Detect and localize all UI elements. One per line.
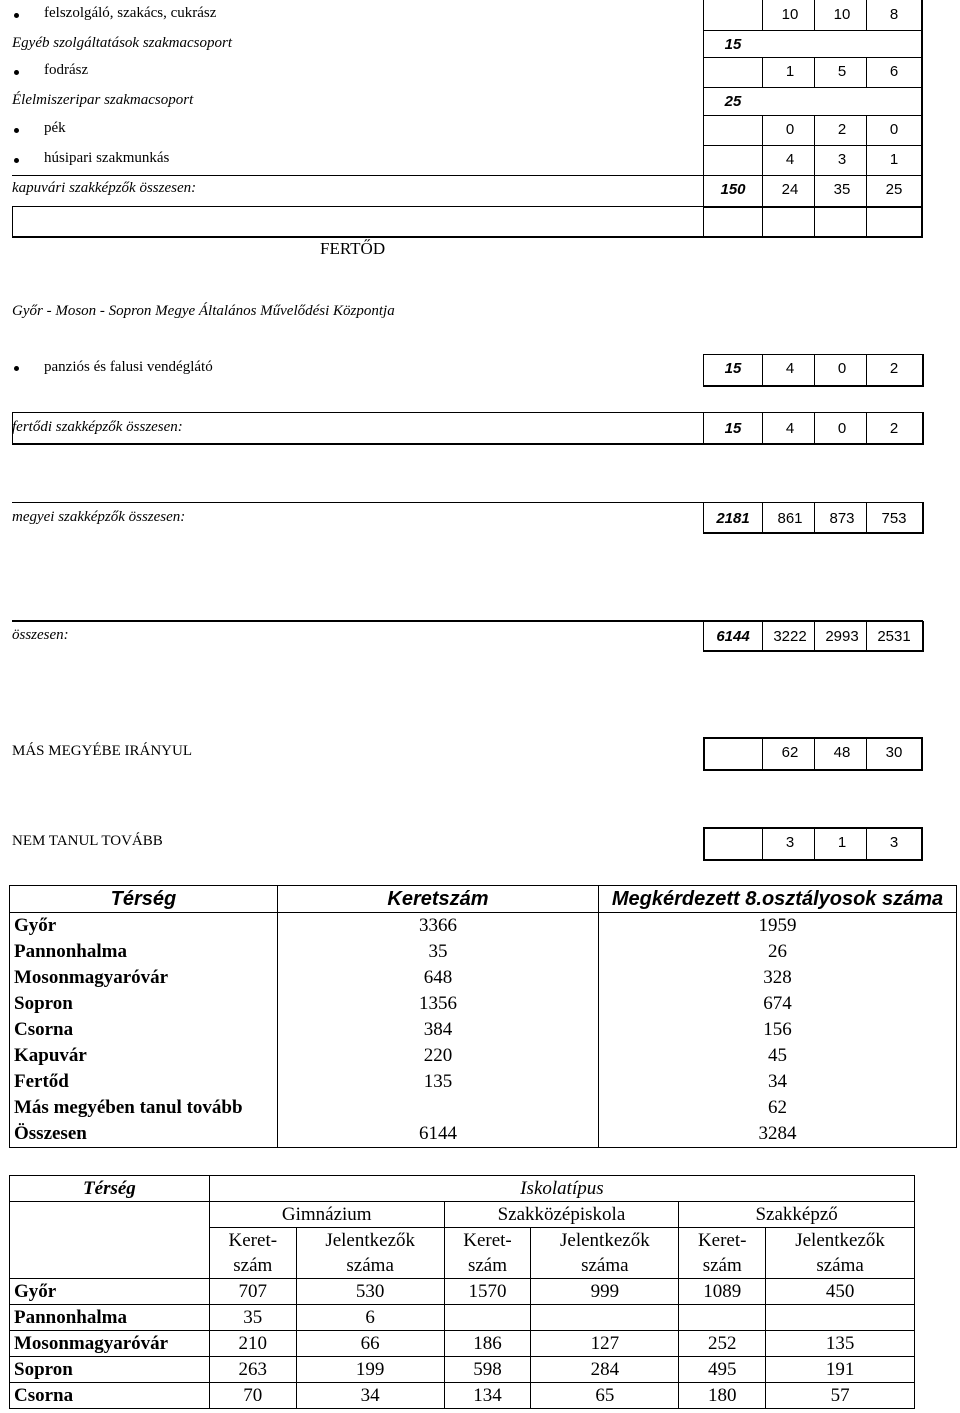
row-value: 6144 xyxy=(716,628,750,645)
region-name: Fertőd xyxy=(10,1069,278,1095)
row-value: 10 xyxy=(833,6,851,23)
cell-value: 199 xyxy=(296,1357,444,1383)
keretszam-value: 220 xyxy=(277,1043,598,1069)
row-value: 3 xyxy=(889,834,899,851)
megkerdezett-value: 1959 xyxy=(599,913,957,940)
grid-line xyxy=(762,0,763,30)
header-iskolatipus: Iskolatípus xyxy=(209,1176,914,1202)
grid-line xyxy=(921,0,923,237)
grid-line xyxy=(866,354,867,385)
row-value: 3222 xyxy=(773,628,807,645)
iskolatipus-table-row xyxy=(10,1383,915,1409)
grid-line xyxy=(703,87,923,88)
grid-line xyxy=(866,502,867,534)
cell-value xyxy=(531,1305,679,1331)
header-tersег: Térség xyxy=(10,886,278,913)
grid-line xyxy=(12,206,704,207)
row-value: 25 xyxy=(724,93,742,110)
cell-value: 34 xyxy=(296,1383,444,1409)
row-value: 2531 xyxy=(877,628,911,645)
megkerdezett-value: 34 xyxy=(599,1069,957,1095)
grid-line xyxy=(866,412,867,443)
row-label: MÁS MEGYÉBE IRÁNYUL xyxy=(12,743,192,759)
row-value: 2993 xyxy=(825,628,859,645)
cell-value: 530 xyxy=(296,1279,444,1305)
sub-header-row-top xyxy=(10,1228,915,1254)
bullet-icon xyxy=(14,366,19,371)
cell-value: 6 xyxy=(296,1305,444,1331)
grid-line xyxy=(814,412,815,443)
grid-line xyxy=(762,57,763,87)
row-value: 150 xyxy=(720,181,746,198)
grid-line xyxy=(703,0,704,237)
megkerdezett-value: 62 xyxy=(599,1095,957,1121)
sub-header: száma xyxy=(531,1253,679,1279)
grid-line xyxy=(814,115,815,237)
row-value: 25 xyxy=(885,181,903,198)
sub-header: Jelentkezők xyxy=(296,1228,444,1254)
grid-line xyxy=(762,354,763,385)
grid-line xyxy=(866,0,867,30)
row-label: Egyéb szolgáltatások szakmacsoport xyxy=(12,35,232,51)
row-label: NEM TANUL TOVÁBB xyxy=(12,833,163,849)
keretszam-table xyxy=(9,885,957,1148)
keretszam-value: 648 xyxy=(277,965,598,991)
grid-line xyxy=(814,57,815,87)
cell-value xyxy=(444,1305,531,1331)
nem-tanul-box xyxy=(703,827,923,861)
keretszam-table-row xyxy=(10,1069,957,1095)
grid-line xyxy=(866,57,867,87)
grid-line xyxy=(762,827,763,860)
row-value: 0 xyxy=(785,121,795,138)
row-value: 0 xyxy=(889,121,899,138)
row-value: 4 xyxy=(785,420,795,437)
type-gimnazium: Gimnázium xyxy=(209,1202,444,1228)
cell-value: 65 xyxy=(531,1383,679,1409)
region-name: Sopron xyxy=(10,1357,210,1383)
row-value: 753 xyxy=(881,510,907,527)
cell-value: 134 xyxy=(444,1383,531,1409)
row-value: 2 xyxy=(889,360,899,377)
row-value: 24 xyxy=(781,181,799,198)
row-label: összesen: xyxy=(12,627,69,643)
sub-header: Jelentkezők xyxy=(531,1228,679,1254)
school-type-row xyxy=(10,1202,915,1228)
cell-value: 70 xyxy=(209,1383,296,1409)
grid-line xyxy=(762,502,763,534)
header-megkerdezett: Megkérdezett 8.osztályosok száma xyxy=(599,886,957,913)
mas-megye-box xyxy=(703,737,923,771)
region-name: Kapuvár xyxy=(10,1043,278,1069)
cell-value: 186 xyxy=(444,1331,531,1357)
grid-line xyxy=(866,621,867,652)
keretszam-value: 3366 xyxy=(277,913,598,940)
row-value: 1 xyxy=(837,834,847,851)
row-value: 861 xyxy=(777,510,803,527)
iskolatipus-table-row xyxy=(10,1305,915,1331)
bullet-icon xyxy=(14,70,19,75)
keretszam-value: 6144 xyxy=(277,1121,598,1148)
keretszam-table-row xyxy=(10,1121,957,1148)
sub-header: száma xyxy=(296,1253,444,1279)
row-value: 15 xyxy=(724,36,742,53)
row-label: megyei szakképzők összesen: xyxy=(12,509,186,525)
row-value: 62 xyxy=(781,744,799,761)
region-name: Más megyében tanul tovább xyxy=(10,1095,278,1121)
grid-line xyxy=(866,115,867,237)
region-name: Győr xyxy=(10,913,278,940)
cell-value: 598 xyxy=(444,1357,531,1383)
keretszam-value: 384 xyxy=(277,1017,598,1043)
sub-header: szám xyxy=(209,1253,296,1279)
iskolatipus-table-row xyxy=(10,1331,915,1357)
grid-line xyxy=(703,145,923,146)
row-value: 873 xyxy=(829,510,855,527)
row-value: 2181 xyxy=(716,510,750,527)
sub-header: Keret- xyxy=(679,1228,766,1254)
cell-value: 252 xyxy=(679,1331,766,1357)
keretszam-table-row xyxy=(10,1095,957,1121)
cell-value: 127 xyxy=(531,1331,679,1357)
megkerdezett-value: 3284 xyxy=(599,1121,957,1148)
cell-value xyxy=(766,1305,915,1331)
row-label: panziós és falusi vendéglátó xyxy=(44,359,213,375)
cell-value: 57 xyxy=(766,1383,915,1409)
grid-line xyxy=(703,115,923,116)
grid-line xyxy=(762,737,763,770)
row-value: 48 xyxy=(833,744,851,761)
grid-line xyxy=(814,827,815,860)
row-label: fertődi szakképzők összesen: xyxy=(12,419,183,435)
row-value: 0 xyxy=(837,360,847,377)
row-value: 10 xyxy=(781,6,799,23)
cell-value: 450 xyxy=(766,1279,915,1305)
row-value: 4 xyxy=(785,151,795,168)
type-szakkepzo: Szakképző xyxy=(679,1202,915,1228)
grid-line xyxy=(814,354,815,385)
region-name: Sopron xyxy=(10,991,278,1017)
row-value: 5 xyxy=(837,63,847,80)
cell-value: 180 xyxy=(679,1383,766,1409)
iskolatipus-table-row xyxy=(10,1279,915,1305)
row-value: 1 xyxy=(889,151,899,168)
row-label: fodrász xyxy=(44,62,89,78)
row-label: felszolgáló, szakács, cukrász xyxy=(44,5,217,21)
cell-value: 135 xyxy=(766,1331,915,1357)
region-name: Mosonmagyaróvár xyxy=(10,1331,210,1357)
row-label: pék xyxy=(44,120,66,136)
grid-line xyxy=(12,175,923,176)
bullet-icon xyxy=(14,13,19,18)
keretszam-table-row xyxy=(10,991,957,1017)
megkerdezett-value: 674 xyxy=(599,991,957,1017)
type-szakkozepiskola: Szakközépiskola xyxy=(444,1202,679,1228)
row-value: 3 xyxy=(837,151,847,168)
region-name: Pannonhalma xyxy=(10,1305,210,1331)
grid-line xyxy=(814,621,815,652)
iskolatipus-table xyxy=(9,1175,915,1409)
grid-line xyxy=(762,621,763,652)
sub-header-row-bottom xyxy=(10,1253,915,1279)
grid-line xyxy=(814,502,815,534)
region-name: Csorna xyxy=(10,1017,278,1043)
region-name: Győr xyxy=(10,1279,210,1305)
sub-header: Keret- xyxy=(209,1228,296,1254)
sub-header: Keret- xyxy=(444,1228,531,1254)
region-name: Mosonmagyaróvár xyxy=(10,965,278,991)
region-name: Összesen xyxy=(10,1121,278,1148)
row-value: 15 xyxy=(724,420,742,437)
row-value: 30 xyxy=(885,744,903,761)
row-value: 4 xyxy=(785,360,795,377)
cell-value: 707 xyxy=(209,1279,296,1305)
region-name: Csorna xyxy=(10,1383,210,1409)
cell-value: 263 xyxy=(209,1357,296,1383)
grid-line xyxy=(703,206,923,208)
megkerdezett-value: 26 xyxy=(599,939,957,965)
row-value: 2 xyxy=(889,420,899,437)
cell-value: 999 xyxy=(531,1279,679,1305)
keretszam-value: 135 xyxy=(277,1069,598,1095)
keretszam-table-row xyxy=(10,965,957,991)
grid-line xyxy=(814,737,815,770)
grid-line xyxy=(703,412,704,443)
row-value: 0 xyxy=(837,420,847,437)
cell-value: 66 xyxy=(296,1331,444,1357)
bullet-icon xyxy=(14,128,19,133)
cell-value: 35 xyxy=(209,1305,296,1331)
fertod-org-title: Győr - Moson - Sopron Megye Általános Művelődési Központja xyxy=(12,303,395,319)
sub-header: Jelentkezők xyxy=(766,1228,915,1254)
region-name: Pannonhalma xyxy=(10,939,278,965)
keretszam-value: 1356 xyxy=(277,991,598,1017)
grid-line xyxy=(814,0,815,30)
header-tersег: Térség xyxy=(10,1176,210,1202)
cell-value: 1570 xyxy=(444,1279,531,1305)
row-value: 35 xyxy=(833,181,851,198)
keretszam-table-row xyxy=(10,913,957,940)
sub-header: szám xyxy=(444,1253,531,1279)
row-value: 2 xyxy=(837,121,847,138)
cell-value: 1089 xyxy=(679,1279,766,1305)
bullet-icon xyxy=(14,158,19,163)
keretszam-value: 35 xyxy=(277,939,598,965)
megkerdezett-value: 156 xyxy=(599,1017,957,1043)
cell-value: 495 xyxy=(679,1357,766,1383)
row-label: Élelmiszeripar szakmacsoport xyxy=(12,92,194,108)
keretszam-table-row xyxy=(10,1017,957,1043)
row-value: 8 xyxy=(889,6,899,23)
grid-line xyxy=(762,412,763,443)
row-value: 15 xyxy=(724,360,742,377)
iskolatipus-table-row xyxy=(10,1357,915,1383)
keretszam-table-row xyxy=(10,939,957,965)
sub-header: száma xyxy=(766,1253,915,1279)
fertod-heading: FERTŐD xyxy=(320,239,386,258)
row-value: 3 xyxy=(785,834,795,851)
megkerdezett-value: 328 xyxy=(599,965,957,991)
row-label: kapuvári szakképzők összesen: xyxy=(12,180,197,196)
row-label: húsipari szakmunkás xyxy=(44,150,170,166)
grid-line xyxy=(703,57,923,58)
grid-line xyxy=(866,827,867,860)
cell-value: 284 xyxy=(531,1357,679,1383)
grid-line xyxy=(703,30,923,31)
row-value: 1 xyxy=(785,63,795,80)
row-value: 6 xyxy=(889,63,899,80)
grid-line xyxy=(12,206,13,237)
cell-value xyxy=(679,1305,766,1331)
sub-header: szám xyxy=(679,1253,766,1279)
grid-line xyxy=(12,236,923,238)
keretszam-table-header xyxy=(10,886,957,913)
grid-line xyxy=(866,737,867,770)
megkerdezett-value: 45 xyxy=(599,1043,957,1069)
keretszam-value xyxy=(277,1095,598,1121)
cell-value: 191 xyxy=(766,1357,915,1383)
grid-line xyxy=(762,115,763,237)
header-keretszam: Keretszám xyxy=(277,886,598,913)
keretszam-table-row xyxy=(10,1043,957,1069)
fertod-total-box xyxy=(12,412,924,445)
iskolatipus-header-row xyxy=(10,1176,915,1202)
cell-value: 210 xyxy=(209,1331,296,1357)
